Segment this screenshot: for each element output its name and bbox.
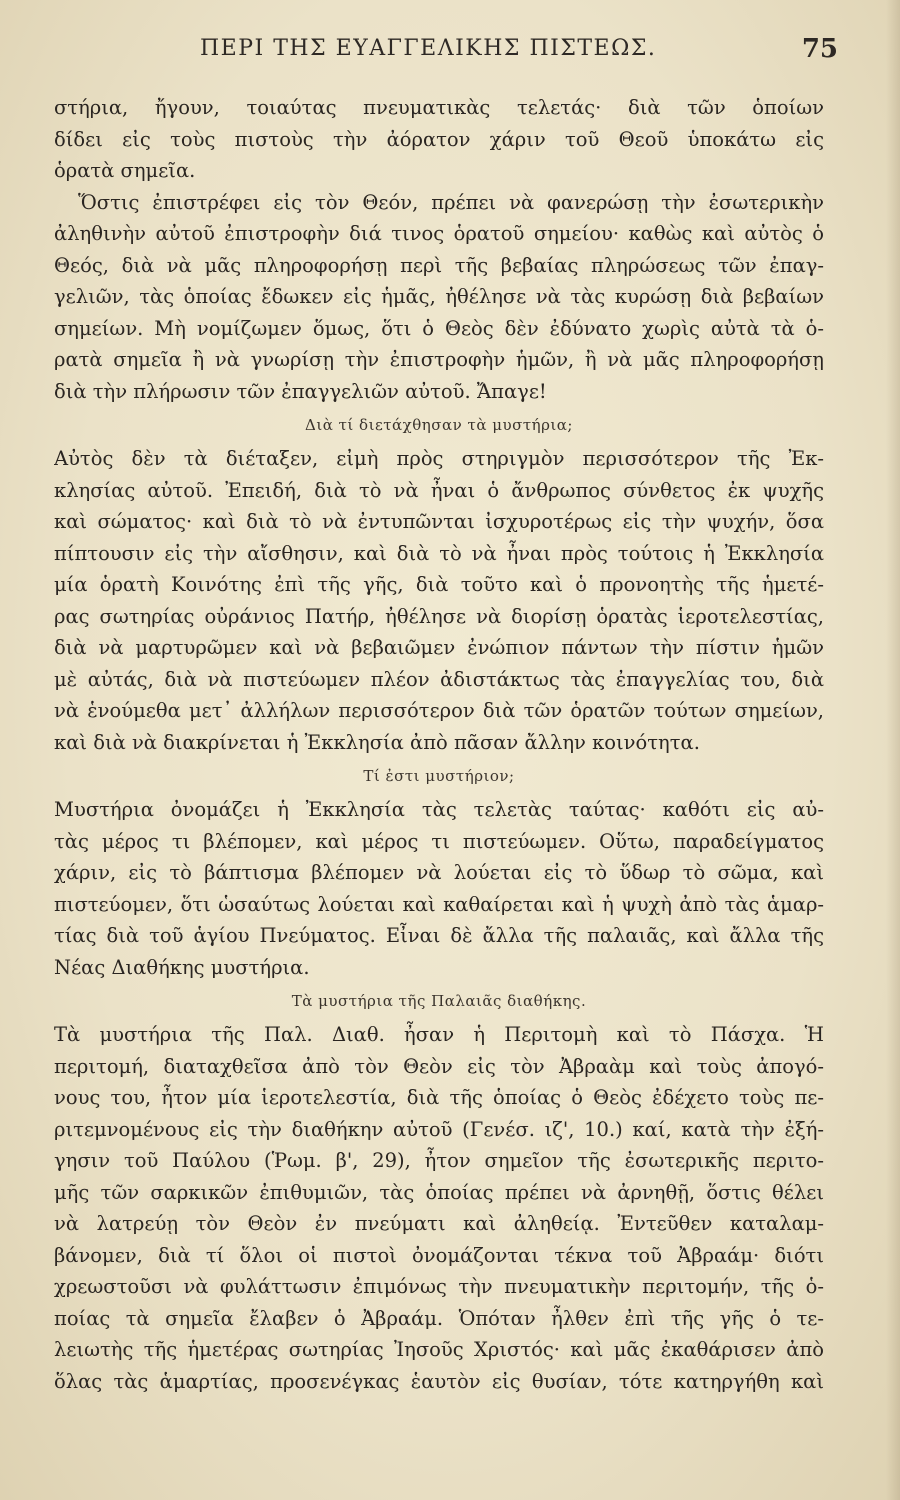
text-line: πίπτουσιν εἰς τὴν αἴσθησιν, καὶ διὰ τὸ νὰ ἦναι πρὸς τούτοις ἡ Ἐκκλησία (54, 541, 824, 565)
text-line: χρεωστοῦσι νὰ φυλάττωσιν ἐπιμόνως τὴν πνευματικὴν περιτομήν, τῆς ὁ- (54, 1275, 824, 1298)
section-heading: Τὰ μυστήρια τῆς Παλαιᾶς διαθήκης. (291, 992, 587, 1010)
text-line: ρας σωτηρίας οὐράνιος Πατήρ, ἠθέλησε νὰ διορίσῃ ὁρατὰς ἱεροτελεστίας, (54, 604, 824, 628)
text-line: ρατὰ σημεῖα ἢ νὰ γνωρίσῃ τὴν ἐπιστροφὴν ἡμῶν, ἢ νὰ μᾶς πληροφορήσῃ (54, 348, 824, 371)
text-line: ἀληθινὴν αὐτοῦ ἐπιστροφὴν διά τινος ὁρατοῦ σημείου· καθὼς καὶ αὐτὸς ὁ (54, 222, 824, 245)
text-line: τίας διὰ τοῦ ἁγίου Πνεύματος. Εἶναι δὲ ἄλλα τῆς παλαιᾶς, καὶ ἄλλα τῆς (54, 924, 824, 947)
text-line: στήρια, ἤγουν, τοιαύτας πνευματικὰς τελετάς· διὰ τῶν ὁποίων (54, 96, 824, 119)
text-line: λειωτὴς τῆς ἡμετέρας σωτηρίας Ἰησοῦς Χριστός· καὶ μᾶς ἐκαθάρισεν ἀπὸ (54, 1338, 824, 1361)
text-line: νους του, ἦτον μία ἱεροτελεστία, διὰ τῆς ὁποίας ὁ Θεὸς ἐδέχετο τοὺς πε- (54, 1086, 824, 1109)
text-line: μία ὁρατὴ Κοινότης ἐπὶ τῆς γῆς, διὰ τοῦτο καὶ ὁ προνοητὴς τῆς ἡμετέ- (54, 573, 824, 596)
text-line: τὰς μέρος τι βλέπομεν, καὶ μέρος τι πιστεύωμεν. Οὕτω, παραδείγματος (54, 829, 824, 853)
text-line: μὲ αὐτάς, διὰ νὰ πιστεύωμεν πλέον ἀδιστάκτως τὰς ἐπαγγελίας του, διὰ (54, 667, 824, 691)
text-line: χάριν, εἰς τὸ βάπτισμα βλέπομεν νὰ λούεται εἰς τὸ ὕδωρ τὸ σῶμα, καὶ (54, 861, 824, 884)
page-number: 75 (801, 34, 838, 64)
text-line: ὅλας τὰς ἁμαρτίας, προσενέγκας ἑαυτὸν εἰς θυσίαν, τότε κατηργήθη καὶ (54, 1369, 824, 1393)
text-line: σημείων. Μὴ νομίζωμεν ὅμως, ὅτι ὁ Θεὸς δὲν ἐδύνατο χωρὶς αὐτὰ τὰ ὁ- (54, 316, 824, 340)
text-line: μῆς τῶν σαρκικῶν ἐπιθυμιῶν, τὰς ὁποίας πρέπει νὰ ἀρνηθῇ, ὅστις θέλει (54, 1180, 824, 1204)
text-line: καὶ σώματος· καὶ διὰ τὸ νὰ ἐντυπῶνται ἰσχυροτέρως εἰς τὴν ψυχήν, ὅσα (54, 510, 824, 533)
text-line: καὶ διὰ νὰ διακρίνεται ἡ Ἐκκλησία ἀπὸ πᾶσαν ἄλλην κοινότητα. (54, 730, 700, 754)
text-line: ὁρατὰ σημεῖα. (54, 159, 196, 182)
text-line: Ὅστις ἐπιστρέφει εἰς τὸν Θεόν, πρέπει νὰ φανερώσῃ τὴν ἐσωτερικὴν (78, 190, 824, 214)
text-line: ποίας τὰ σημεῖα ἔλαβεν ὁ Ἀβραάμ. Ὁπόταν ἦλθεν ἐπὶ τῆς γῆς ὁ τε- (54, 1306, 824, 1330)
text-line: βάνομεν, διὰ τί ὅλοι οἱ πιστοὶ ὀνομάζονται τέκνα τοῦ Ἀβραάμ· διότι (54, 1243, 824, 1267)
text-line: διὰ νὰ μαρτυρῶμεν καὶ νὰ βεβαιῶμεν ἐνώπιον πάντων τὴν πίστιν ἡμῶν (54, 636, 824, 659)
text-line: διὰ τὴν πλήρωσιν τῶν ἐπαγγελιῶν αὐτοῦ. Ἄπαγε! (54, 379, 547, 403)
text-line: Μυστήρια ὀνομάζει ἡ Ἐκκλησία τὰς τελετὰς ταύτας· καθότι εἰς αὐ- (54, 798, 824, 821)
page-header (60, 34, 838, 74)
text-line: Θεός, διὰ νὰ μᾶς πληροφορήσῃ περὶ τῆς βεβαίας πληρώσεως τῶν ἐπαγ- (54, 253, 824, 277)
text-line: γελιῶν, τὰς ὁποίας ἔδωκεν εἰς ἡμᾶς, ἠθέλησε νὰ τὰς κυρώσῃ διὰ βεβαίων (54, 285, 824, 308)
text-line: δίδει εἰς τοὺς πιστοὺς τὴν ἀόρατον χάριν τοῦ Θεοῦ ὑποκάτω εἰς (54, 127, 824, 151)
section-heading: Τί ἐστι μυστήριον; (363, 767, 515, 785)
text-line: γησιν τοῦ Παύλου (Ῥωμ. β', 29), ἦτον σημεῖον τῆς ἐσωτερικῆς περιτο- (54, 1149, 824, 1172)
section-heading: Διὰ τί διετάχθησαν τὰ μυστήρια; (304, 416, 573, 434)
text-line: νὰ λατρεύῃ τὸν Θεὸν ἐν πνεύματι καὶ ἀληθείᾳ. Ἐντεῦθεν καταλαμ- (54, 1212, 824, 1235)
text-line: περιτομή, διαταχθεῖσα ἀπὸ τὸν Θεὸν εἰς τὸν Ἀβραὰμ καὶ τοὺς ἀπογό- (54, 1054, 824, 1078)
text-line: Αὐτὸς δὲν τὰ διέταξεν, εἰμὴ πρὸς στηριγμὸν περισσότερον τῆς Ἐκ- (54, 447, 824, 470)
page-edge-shadow (886, 0, 900, 1500)
text-line: ριτεμνομένους εἰς τὴν διαθήκην αὐτοῦ (Γενέσ. ιζ', 10.) καί, κατὰ τὴν ἐξή- (54, 1117, 824, 1141)
text-line: Νέας Διαθήκης μυστήρια. (54, 955, 310, 979)
running-title: ΠΕΡΙ ΤΗΣ ΕΥΑΓΓΕΛΙΚΗΣ ΠΙΣΤΕΩΣ. (200, 36, 657, 61)
text-line: νὰ ἑνούμεθα μετ᾽ ἀλλήλων περισσότερον διὰ τῶν ὁρατῶν τούτων σημείων, (54, 699, 824, 722)
text-line: Τὰ μυστήρια τῆς Παλ. Διαθ. ἦσαν ἡ Περιτομὴ καὶ τὸ Πάσχα. Ἡ (54, 1023, 824, 1046)
text-line: πιστεύομεν, ὅτι ὡσαύτως λούεται καὶ καθαίρεται καὶ ἡ ψυχὴ ἀπὸ τὰς ἁμαρ- (54, 892, 824, 916)
text-line: κλησίας αὐτοῦ. Ἐπειδή, διὰ τὸ νὰ ἦναι ὁ ἄνθρωπος σύνθετος ἐκ ψυχῆς (54, 478, 824, 502)
body-text (54, 92, 824, 1397)
